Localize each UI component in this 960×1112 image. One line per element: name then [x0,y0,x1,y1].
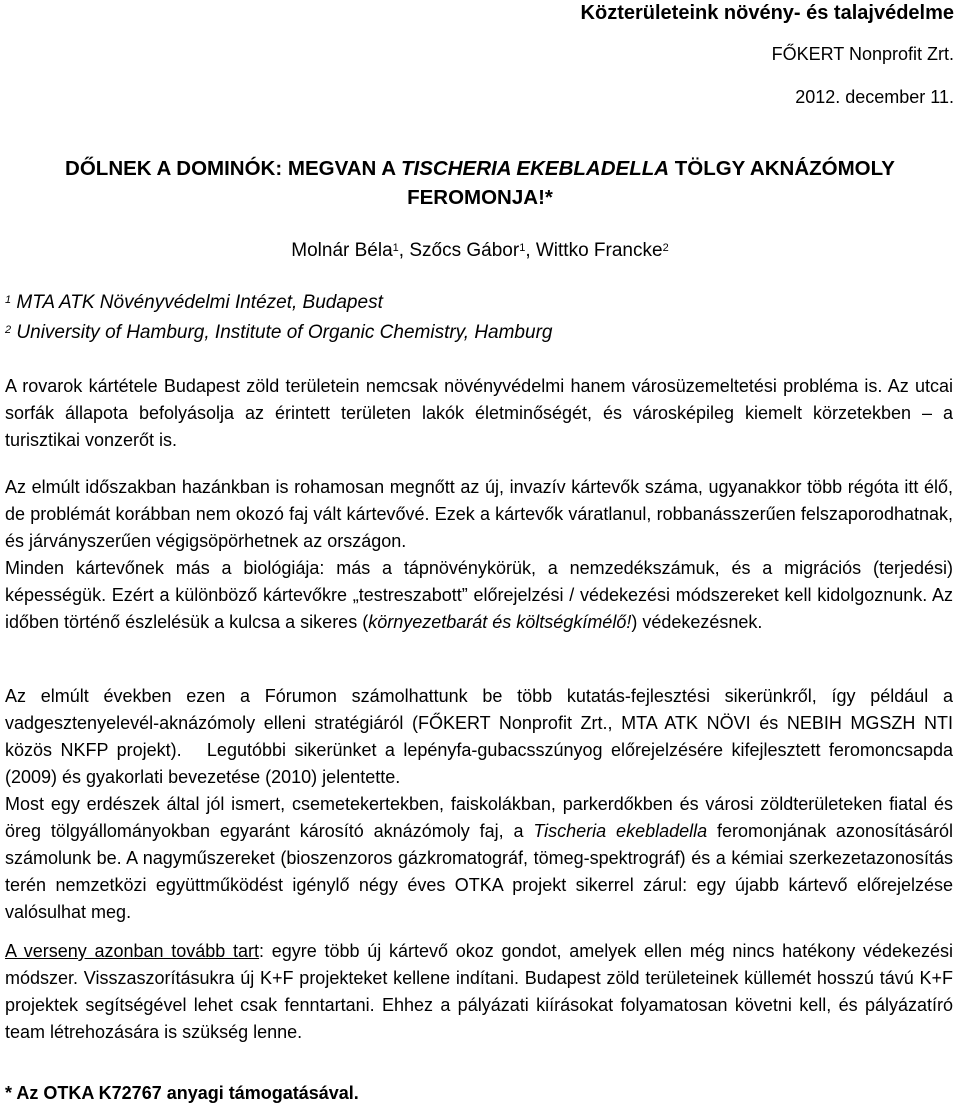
paragraph: Az elmúlt években ezen a Fórumon számolhattunk be több kutatás-fejlesztési sikerünkről, így például a vadgesztenyelevél-aknázómoly elleni stratégiáról (FŐKERT Nonprofit Zrt., MTA ATK NÖVI és NEBIH MGSZH NTI közös NKFP projekt). Legutóbbi sikerünket a lepényfa-gubacsszúnyog előrejelzésére kifejlesztett feromoncsapda (2009) és gyakorlati bevezetése (2010) jelentette. [5,686,959,787]
header-organization: FŐKERT Nonprofit Zrt. [771,44,954,64]
article-title-line2: FEROMONJA!* [407,186,553,209]
author-name: Szőcs Gábor [409,240,520,261]
paragraph: Most egy erdészek által jól ismert, csemetekertekben, faiskolákban, parkerdőkben és városi zöldterületeken fiatal és öreg tölgyállományokban egyaránt károsító aknázómoly faj, a Tischeria ekebladella feromonjának azonosításáról számolunk be. A nagyműszereket (bioszenzoros gázkromatográf, tömeg-spektrográf) és a kémiai szerkezetazonosítás terén nemzetközi együttműködést igénylő négy éves OTKA projekt sikerrel zárul: egy újabb kártevő előrejelzése valósulhat meg. [5,794,954,922]
body-section-pests [5,474,953,636]
species-name: Tischeria ekebladella [533,821,708,841]
species-name: TISCHERIA EKEBLADELLA [401,157,670,180]
affiliation-2: $^2$ University of Hamburg, Institute of Organic Chemistry, Hamburg [5,322,553,343]
underlined-phrase: A verseny azonban tovább tart [5,941,260,961]
body-section-intro [5,373,953,454]
paragraph: A rovarok kártétele Budapest zöld területein nemcsak növényvédelmi hanem városüzemeltetési probléma is. Az utcai sorfák állapota befolyásolja az érintett területen lakók életminőségét, és városképileg kiemelt körzetekben – a turisztikai vonzerőt is. [5,376,953,450]
author-list: Molnár Béla$^1$, Szőcs Gábor$^1$, Wittko Francke$^2$ [291,240,669,261]
author-affiliation-mark: 1 [519,242,526,254]
header-title: Közterületeink növény- és talajvédelme [580,2,954,24]
article-title-line1: DŐLNEK A DOMINÓK: MEGVAN A TISCHERIA EKEBLADELLA TÖLGY AKNÁZÓMOLY [65,157,895,180]
author-affiliation-mark: 1 [392,242,399,254]
footnote: * Az OTKA K72767 anyagi támogatásával. [5,1083,359,1103]
affiliation-1: $^1$ MTA ATK Növényvédelmi Intézet, Budapest [5,292,383,313]
header-date: 2012. december 11. [795,87,954,107]
paragraph: Minden kártevőnek más a biológiája: más a tápnövénykörük, a nemzedékszámuk, és a migrációs (terjedési) képességük. Ezért a különböző kártevőkre „testreszabott” előrejelzési / védekezési módszereket kell kidolgoznunk. Az időben történő észlelésük a kulcsa a sikeres (környezetbarát és költségkímélő!) védekezésnek. [5,558,953,632]
paragraph: A verseny azonban tovább tart: egyre több új kártevő okoz gondot, amelyek ellen még nincs hatékony védekezési módszer. Visszaszorításukra új K+F projekteket kellene indítani. Budapest zöld területeinek küllemét hosszú távú K+F projektek segítségével lehet csak fenntartani. Ehhez a pályázati kiírásokat folyamatosan követni kell, és pályázatíró team létrehozására is szükség lenne. [5,941,953,1042]
paragraph: Az elmúlt időszakban hazánkban is rohamosan megnőtt az új, invazív kártevők száma, ugyanakkor több régóta itt élő, de problémát korábban nem okozó faj vált kártevővé. Ezek a kártevők váratlanul, robbanásszerűen felszaporodhatnak, és járványszerűen végigsöpörhetnek az országon. [5,477,953,551]
article-title [0,154,960,212]
body-section-outlook [5,938,953,1046]
body-section-results [5,683,959,926]
author-affiliation-mark: 2 [662,242,669,254]
author-name: Wittko Francke [535,240,663,261]
author-name: Molnár Béla [291,240,393,261]
